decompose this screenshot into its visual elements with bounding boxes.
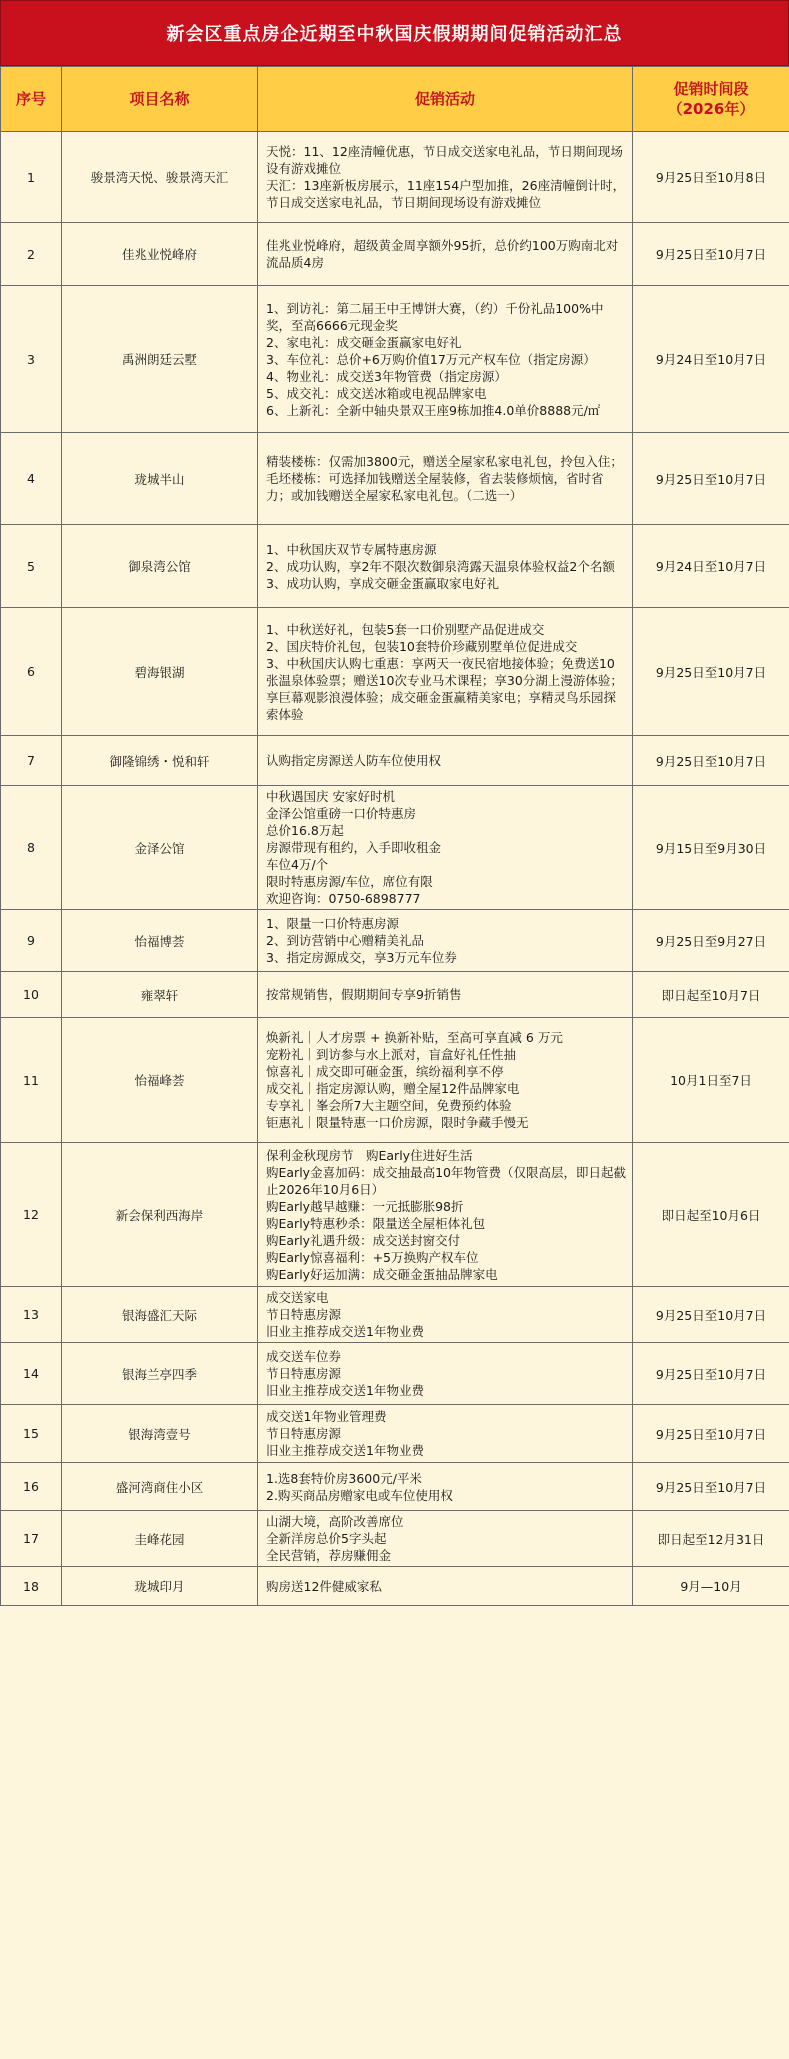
promotion-line: 3、成功认购，享成交砸金蛋赢取家电好礼 bbox=[266, 575, 499, 591]
project-name: 银海兰亭四季 bbox=[62, 1343, 258, 1405]
table-row bbox=[1, 1463, 789, 1511]
promotion-period: 9月25日至10月7日 bbox=[633, 608, 789, 736]
promotion-cell bbox=[258, 1405, 633, 1463]
promotion-line: 天汇：13座新板房展示，11座154户型加推，26座清幢倒计时，节日成交送家电礼品，节日期间现场设有游戏摊位 bbox=[266, 178, 626, 210]
promotion-line: 限时特惠房源/车位，席位有限 bbox=[266, 874, 433, 889]
table-body bbox=[1, 132, 789, 1606]
promotion-cell bbox=[258, 972, 633, 1018]
table-row bbox=[1, 786, 789, 910]
table-row bbox=[1, 132, 789, 223]
row-index: 4 bbox=[1, 433, 62, 525]
promotion-period: 9月25日至10月7日 bbox=[633, 1287, 789, 1343]
table-row bbox=[1, 525, 789, 608]
promotion-line: 3、中秋国庆认购七重惠：享两天一夜民宿地接体验；免费送10张温泉体验票；赠送10次专业马术课程；享30分湖上漫游体验；享巨幕观影浪漫体验；成交砸金蛋赢精美家电；享精灵鸟乐园探索体验 bbox=[266, 655, 623, 722]
promotion-line: 1.选8套特价房3600元/平米 bbox=[266, 1470, 422, 1486]
promotion-line: 天悦：11、12座清幢优惠，节日成交送家电礼品，节日期间现场设有游戏摊位 bbox=[266, 144, 623, 176]
promotion-line: 中秋遇国庆 安家好时机 bbox=[266, 789, 395, 804]
promotion-cell bbox=[258, 608, 633, 736]
promotion-line: 购房送12件健威家私 bbox=[266, 1578, 382, 1594]
project-name: 碧海银湖 bbox=[62, 608, 258, 736]
row-index: 16 bbox=[1, 1463, 62, 1511]
promotion-period: 9月25日至10月7日 bbox=[633, 1405, 789, 1463]
table-row bbox=[1, 972, 789, 1018]
project-name: 珑城印月 bbox=[62, 1567, 258, 1606]
promotion-line: 购Early特惠秒杀：限量送全屋柜体礼包 bbox=[266, 1215, 486, 1231]
promotion-line: 毛坯楼栋：可选择加钱赠送全屋装修，省去装修烦恼，省时省力；或加钱赠送全屋家私家电礼包。（二选一） bbox=[266, 471, 604, 503]
project-name: 佳兆业悦峰府 bbox=[62, 223, 258, 286]
project-name: 禹洲朗廷云墅 bbox=[62, 286, 258, 433]
row-index: 11 bbox=[1, 1018, 62, 1143]
project-name: 珑城半山 bbox=[62, 433, 258, 525]
project-name: 金泽公馆 bbox=[62, 786, 258, 910]
promotion-cell bbox=[258, 910, 633, 972]
promotion-line: 金泽公馆重磅一口价特惠房 bbox=[266, 806, 417, 821]
header-period bbox=[633, 67, 789, 132]
table-row bbox=[1, 1287, 789, 1343]
row-index: 8 bbox=[1, 786, 62, 910]
promotion-line: 认购指定房源送人防车位使用权 bbox=[266, 753, 442, 768]
promotion-period: 9月25日至10月7日 bbox=[633, 223, 789, 286]
promotion-line: 惊喜礼｜成交即可砸金蛋，缤纷福利享不停 bbox=[266, 1064, 504, 1079]
project-name: 新会保利西海岸 bbox=[62, 1143, 258, 1287]
project-name: 圭峰花园 bbox=[62, 1511, 258, 1567]
promotion-line: 2、家电礼：成交砸金蛋赢家电好礼 bbox=[266, 334, 462, 350]
promotion-cell bbox=[258, 1287, 633, 1343]
promotion-line: 按常规销售，假期期间专享9折销售 bbox=[266, 987, 462, 1002]
row-index: 17 bbox=[1, 1511, 62, 1567]
project-name: 怡福博荟 bbox=[62, 910, 258, 972]
promotion-period: 9月25日至10月7日 bbox=[633, 433, 789, 525]
promotion-line: 旧业主推荐成交送1年物业费 bbox=[266, 1383, 424, 1398]
table-header-row bbox=[1, 67, 789, 132]
promotion-period: 9月25日至10月7日 bbox=[633, 1463, 789, 1511]
promotion-line: 购Early越早越赚：一元抵膨胀98折 bbox=[266, 1198, 464, 1214]
project-name: 怡福峰荟 bbox=[62, 1018, 258, 1143]
promotion-line: 旧业主推荐成交送1年物业费 bbox=[266, 1443, 424, 1458]
promotion-period: 9月24日至10月7日 bbox=[633, 286, 789, 433]
promotion-period: 9月24日至10月7日 bbox=[633, 525, 789, 608]
table-row bbox=[1, 736, 789, 786]
promotion-line: 宠粉礼｜到访参与水上派对，盲盒好礼任性抽 bbox=[266, 1047, 517, 1062]
promotion-line: 欢迎咨询：0750-6898777 bbox=[266, 891, 421, 906]
promotion-line: 3、指定房源成交，享3万元车位券 bbox=[266, 950, 457, 965]
table-row bbox=[1, 1343, 789, 1405]
promotion-line: 1、到访礼：第二届王中王博饼大赛，（约）千份礼品100%中奖，至高6666元现金奖 bbox=[266, 300, 604, 333]
promotion-line: 购Early金喜加码：成交抽最高10年物管费（仅限高层，即日起截止2026年10月6日） bbox=[266, 1164, 626, 1197]
promotion-line: 旧业主推荐成交送1年物业费 bbox=[266, 1324, 424, 1339]
header-promotion: 促销活动 bbox=[258, 67, 633, 132]
table-row bbox=[1, 1511, 789, 1567]
promotion-cell bbox=[258, 1143, 633, 1287]
table-row bbox=[1, 910, 789, 972]
row-index: 6 bbox=[1, 608, 62, 736]
promotion-period: 即日起至10月6日 bbox=[633, 1143, 789, 1287]
promotion-period: 9月15日至9月30日 bbox=[633, 786, 789, 910]
project-name: 骏景湾天悦、骏景湾天汇 bbox=[62, 132, 258, 223]
promotion-line: 1、中秋国庆双节专属特惠房源 bbox=[266, 541, 437, 557]
promotion-period: 9月25日至10月7日 bbox=[633, 736, 789, 786]
promotion-cell bbox=[258, 525, 633, 608]
header-period-line1: 促销时间段 bbox=[673, 80, 749, 98]
row-index: 7 bbox=[1, 736, 62, 786]
promotion-line: 房源带现有租约，入手即收租金 bbox=[266, 840, 442, 855]
promotion-period: 9月25日至10月7日 bbox=[633, 1343, 789, 1405]
page-title: 新会区重点房企近期至中秋国庆假期期间促销活动汇总 bbox=[0, 0, 789, 66]
row-index: 2 bbox=[1, 223, 62, 286]
promotion-line: 3、车位礼：总价+6万购价值17万元产权车位（指定房源） bbox=[266, 351, 596, 367]
promotion-cell bbox=[258, 1567, 633, 1606]
promotion-line: 精装楼栋：仅需加3800元，赠送全屋家私家电礼包，拎包入住； bbox=[266, 454, 623, 469]
promotion-line: 全民营销，荐房赚佣金 bbox=[266, 1548, 392, 1563]
row-index: 12 bbox=[1, 1143, 62, 1287]
promotion-line: 成交送1年物业管理费 bbox=[266, 1409, 387, 1424]
promotion-line: 购Early好运加满：成交砸金蛋抽品牌家电 bbox=[266, 1266, 498, 1282]
promotion-line: 专享礼｜峯会所7大主题空间，免费预约体验 bbox=[266, 1098, 512, 1113]
row-index: 1 bbox=[1, 132, 62, 223]
row-index: 14 bbox=[1, 1343, 62, 1405]
promotion-cell bbox=[258, 1511, 633, 1567]
row-index: 10 bbox=[1, 972, 62, 1018]
promotion-line: 1、限量一口价特惠房源 bbox=[266, 916, 399, 931]
promotion-line: 焕新礼｜人才房票 + 换新补贴，至高可享直减 6 万元 bbox=[266, 1030, 563, 1045]
promotion-line: 节日特惠房源 bbox=[266, 1366, 342, 1381]
promotion-cell bbox=[258, 736, 633, 786]
promotion-cell bbox=[258, 1018, 633, 1143]
promotion-line: 车位4万/个 bbox=[266, 857, 329, 872]
table-row bbox=[1, 608, 789, 736]
project-name: 雍翠轩 bbox=[62, 972, 258, 1018]
promotion-line: 6、上新礼：全新中轴央景双王座9栋加推4.0单价8888元/㎡ bbox=[266, 402, 601, 418]
project-name: 盛河湾商住小区 bbox=[62, 1463, 258, 1511]
table-row bbox=[1, 1567, 789, 1606]
promotion-period: 10月1日至7日 bbox=[633, 1018, 789, 1143]
promotion-line: 2、国庆特价礼包，包装10套特价珍藏别墅单位促进成交 bbox=[266, 638, 578, 654]
promotion-cell bbox=[258, 1463, 633, 1511]
promotion-cell bbox=[258, 223, 633, 286]
promotion-period: 9月—10月 bbox=[633, 1567, 789, 1606]
row-index: 9 bbox=[1, 910, 62, 972]
row-index: 5 bbox=[1, 525, 62, 608]
header-period-line2: （2026年） bbox=[667, 100, 755, 118]
row-index: 18 bbox=[1, 1567, 62, 1606]
promotion-line: 山湖大境，高阶改善席位 bbox=[266, 1514, 404, 1529]
table-row bbox=[1, 1018, 789, 1143]
row-index: 15 bbox=[1, 1405, 62, 1463]
promotion-line: 购Early礼遇升级：成交送封窗交付 bbox=[266, 1232, 461, 1248]
table-row bbox=[1, 223, 789, 286]
promotion-line: 成交送家电 bbox=[266, 1290, 329, 1305]
promotion-line: 钜惠礼｜限量特惠一口价房源，限时争藏手慢无 bbox=[266, 1115, 529, 1130]
promotion-line: 1、中秋送好礼，包装5套一口价别墅产品促进成交 bbox=[266, 621, 545, 637]
row-index: 3 bbox=[1, 286, 62, 433]
promotion-line: 2、成功认购，享2年不限次数御泉湾露天温泉体验权益2个名额 bbox=[266, 558, 615, 574]
promotion-line: 佳兆业悦峰府，超级黄金周享额外95折，总价约100万购南北对流品质4房 bbox=[266, 238, 619, 270]
promotion-line: 成交礼｜指定房源认购，赠全屋12件品牌家电 bbox=[266, 1081, 520, 1096]
promotion-line: 成交送车位券 bbox=[266, 1349, 342, 1364]
promotion-cell bbox=[258, 1343, 633, 1405]
promotion-period: 即日起至10月7日 bbox=[633, 972, 789, 1018]
promotion-cell bbox=[258, 132, 633, 223]
project-name: 银海湾壹号 bbox=[62, 1405, 258, 1463]
promotion-period: 即日起至12月31日 bbox=[633, 1511, 789, 1567]
table-row bbox=[1, 433, 789, 525]
table-row bbox=[1, 1143, 789, 1287]
promotion-line: 节日特惠房源 bbox=[266, 1307, 342, 1322]
project-name: 御泉湾公馆 bbox=[62, 525, 258, 608]
promotion-line: 5、成交礼：成交送冰箱或电视品牌家电 bbox=[266, 385, 487, 401]
promotion-line: 4、物业礼：成交送3年物管费（指定房源） bbox=[266, 368, 507, 384]
promotion-cell bbox=[258, 433, 633, 525]
table-row bbox=[1, 286, 789, 433]
header-project-name: 项目名称 bbox=[62, 67, 258, 132]
row-index: 13 bbox=[1, 1287, 62, 1343]
promotion-line: 节日特惠房源 bbox=[266, 1426, 342, 1441]
promotion-line: 2、到访营销中心赠精美礼品 bbox=[266, 933, 424, 948]
promotion-line: 全新洋房总价5字头起 bbox=[266, 1531, 387, 1546]
promotion-line: 保利金秋现房节 购Early住进好生活 bbox=[266, 1147, 473, 1163]
promotion-period: 9月25日至9月27日 bbox=[633, 910, 789, 972]
project-name: 银海盛汇天际 bbox=[62, 1287, 258, 1343]
promotion-line: 总价16.8万起 bbox=[266, 823, 344, 838]
table-row bbox=[1, 1405, 789, 1463]
promotion-table bbox=[0, 66, 789, 1606]
header-index: 序号 bbox=[1, 67, 62, 132]
project-name: 御隆锦绣・悦和轩 bbox=[62, 736, 258, 786]
promotion-line: 2.购买商品房赠家电或车位使用权 bbox=[266, 1487, 453, 1503]
promotion-line: 购Early惊喜福利：+5万换购产权车位 bbox=[266, 1249, 479, 1265]
promotion-period: 9月25日至10月8日 bbox=[633, 132, 789, 223]
promotion-cell bbox=[258, 286, 633, 433]
promotion-cell bbox=[258, 786, 633, 910]
